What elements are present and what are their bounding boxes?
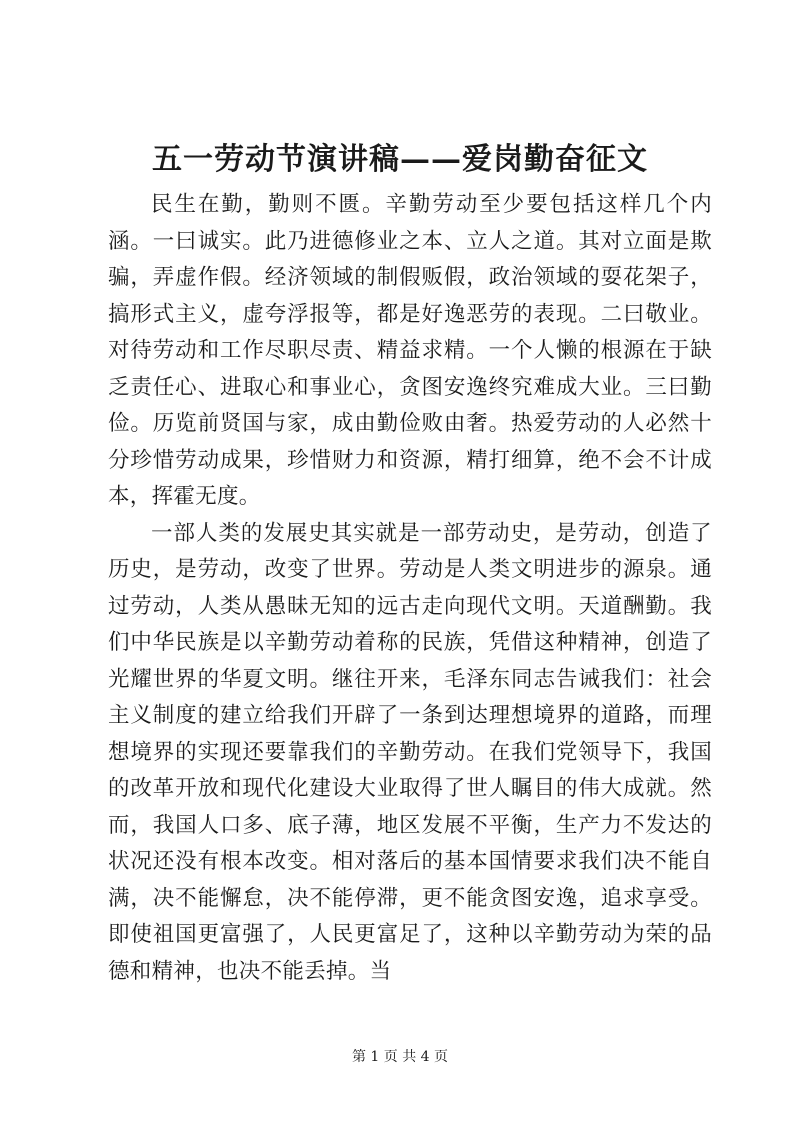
body-paragraph-2: 一部人类的发展史其实就是一部劳动史，是劳动，创造了历史，是劳动，改变了世界。劳动是人类文明进步的源泉。通过劳动，人类从愚昧无知的远古走向现代文明。天道酬勤。我们中华民族是以辛勤劳动着称的民族，凭借这种精神，创造了光耀世界的华夏文明。继往开来，毛泽东同志告诫我们：社会主义制度的建立给我们开辟了一条到达理想境界的道路，而理想境界的实现还要靠我们的辛勤劳动。在我们党领导下，我国的改革开放和现代化建设大业取得了世人瞩目的伟大成就。然而，我国人口多、底子薄，地区发展不平衡，生产力不发达的状况还没有根本改变。相对落后的基本国情要求我们决不能自满，决不能懈怠，决不能停滞，更不能贪图安逸，追求享受。即使祖国更富强了，人民更富足了，这种以辛勤劳动为荣的品德和精神，也决不能丢掉。当	[108, 520, 712, 984]
document-title: 五一劳动节演讲稿——爱岗勤奋征文	[152, 142, 648, 177]
document-body	[108, 187, 712, 990]
body-paragraph-1: 民生在勤，勤则不匮。辛勤劳动至少要包括这样几个内涵。一曰诚实。此乃进德修业之本、立人之道。其对立面是欺骗，弄虚作假。经济领域的制假贩假，政治领域的耍花架子，搞形式主义，虚夸浮报等，都是好逸恶劳的表现。二曰敬业。对待劳动和工作尽职尽责、精益求精。一个人懒的根源在于缺乏责任心、进取心和事业心，贪图安逸终究难成大业。三曰勤俭。历览前贤国与家，成由勤俭败由奢。热爱劳动的人必然十分珍惜劳动成果，珍惜财力和资源，精打细算，绝不会不计成本，挥霍无度。	[108, 192, 712, 509]
page-number-footer: 第 1 页 共 4 页	[351, 1049, 449, 1065]
